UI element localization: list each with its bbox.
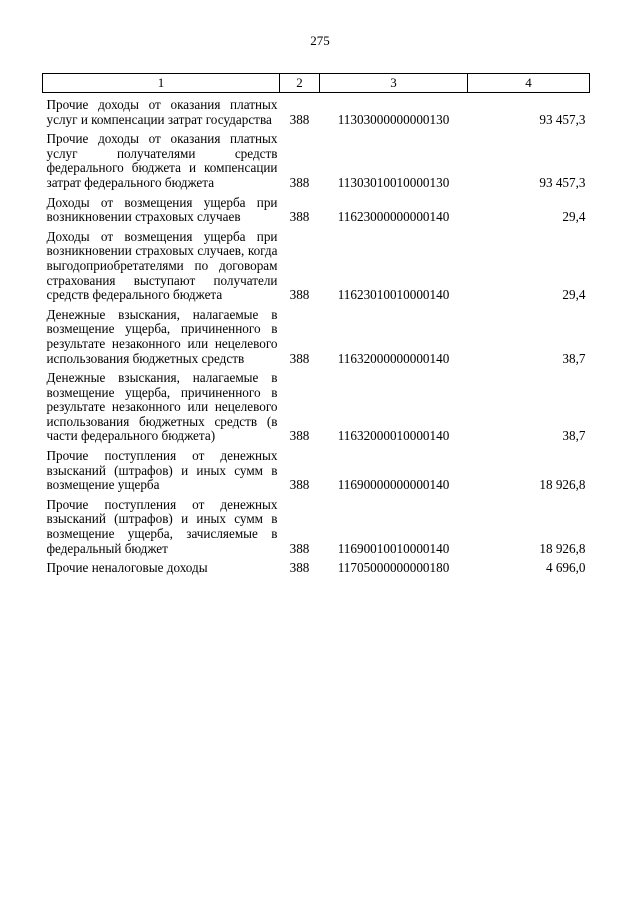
table-row	[43, 127, 590, 190]
income-code: 11705000000000180	[337, 560, 450, 576]
page-number: 275	[310, 33, 330, 48]
column-header-1: 1	[43, 74, 280, 93]
admin-code: 388	[289, 209, 310, 225]
amount: 38,7	[562, 428, 586, 444]
income-name: Прочие поступления от денежных взысканий (штрафов) и иных сумм в возмещение ущерба	[46, 448, 278, 493]
table-row	[43, 93, 590, 128]
header-row	[43, 74, 590, 93]
income-name: Денежные взыскания, налагаемые в возмещение ущерба, причиненного в результате незаконного или нецелевого использования бюджетных средств (в части федерального бюджета)	[46, 370, 278, 444]
table-row	[43, 493, 590, 556]
income-name: Прочие неналоговые доходы	[46, 560, 208, 576]
admin-code: 388	[289, 540, 310, 556]
table-row	[43, 444, 590, 493]
table-row	[43, 303, 590, 366]
income-name: Прочие доходы от оказания платных услуг и компенсации затрат государства	[46, 97, 278, 127]
income-code: 11690010010000140	[337, 540, 450, 556]
table-row	[43, 225, 590, 303]
admin-code: 388	[289, 560, 310, 576]
admin-code: 388	[289, 111, 310, 127]
table-row	[43, 366, 590, 444]
amount: 18 926,8	[539, 477, 586, 493]
income-name: Доходы от возмещения ущерба при возникновении страховых случаев, когда выгодоприобретателями по договорам страхования выступают получатели средств федерального бюджета	[46, 228, 278, 303]
amount: 4 696,0	[545, 560, 586, 576]
table-row	[43, 191, 590, 225]
table-header	[43, 74, 590, 93]
amount: 93 457,3	[539, 174, 586, 190]
income-name: Доходы от возмещения ущерба при возникновении страховых случаев	[46, 194, 278, 225]
table-row	[43, 556, 590, 576]
admin-code: 388	[289, 428, 310, 444]
income-code: 11632000010000140	[337, 428, 450, 444]
income-name: Прочие поступления от денежных взысканий (штрафов) и иных сумм в возмещение ущерба, зачисляемые в федеральный бюджет	[46, 496, 278, 556]
admin-code: 388	[289, 477, 310, 493]
amount: 29,4	[562, 287, 586, 303]
amount: 38,7	[562, 350, 586, 366]
budget-table	[42, 73, 590, 576]
income-code: 11623010010000140	[337, 287, 450, 303]
income-name: Прочие доходы от оказания платных услуг получателями средств федерального бюджета и компенсации затрат федерального бюджета	[46, 131, 278, 190]
admin-code: 388	[289, 350, 310, 366]
amount: 93 457,3	[539, 111, 586, 127]
amount: 18 926,8	[539, 540, 586, 556]
column-header-3: 3	[320, 74, 468, 93]
income-code: 11632000000000140	[337, 350, 450, 366]
income-code: 11303010010000130	[337, 174, 450, 190]
income-code: 11690000000000140	[337, 477, 450, 493]
income-name: Денежные взыскания, налагаемые в возмещение ущерба, причиненного в результате незаконного или нецелевого использования бюджетных средств	[46, 306, 278, 366]
column-header-4: 4	[468, 74, 590, 93]
admin-code: 388	[289, 287, 310, 303]
column-header-2: 2	[280, 74, 320, 93]
amount: 29,4	[562, 209, 586, 225]
income-code: 11303000000000130	[337, 111, 450, 127]
income-code: 11623000000000140	[337, 209, 450, 225]
admin-code: 388	[289, 174, 310, 190]
table-body	[43, 93, 590, 576]
